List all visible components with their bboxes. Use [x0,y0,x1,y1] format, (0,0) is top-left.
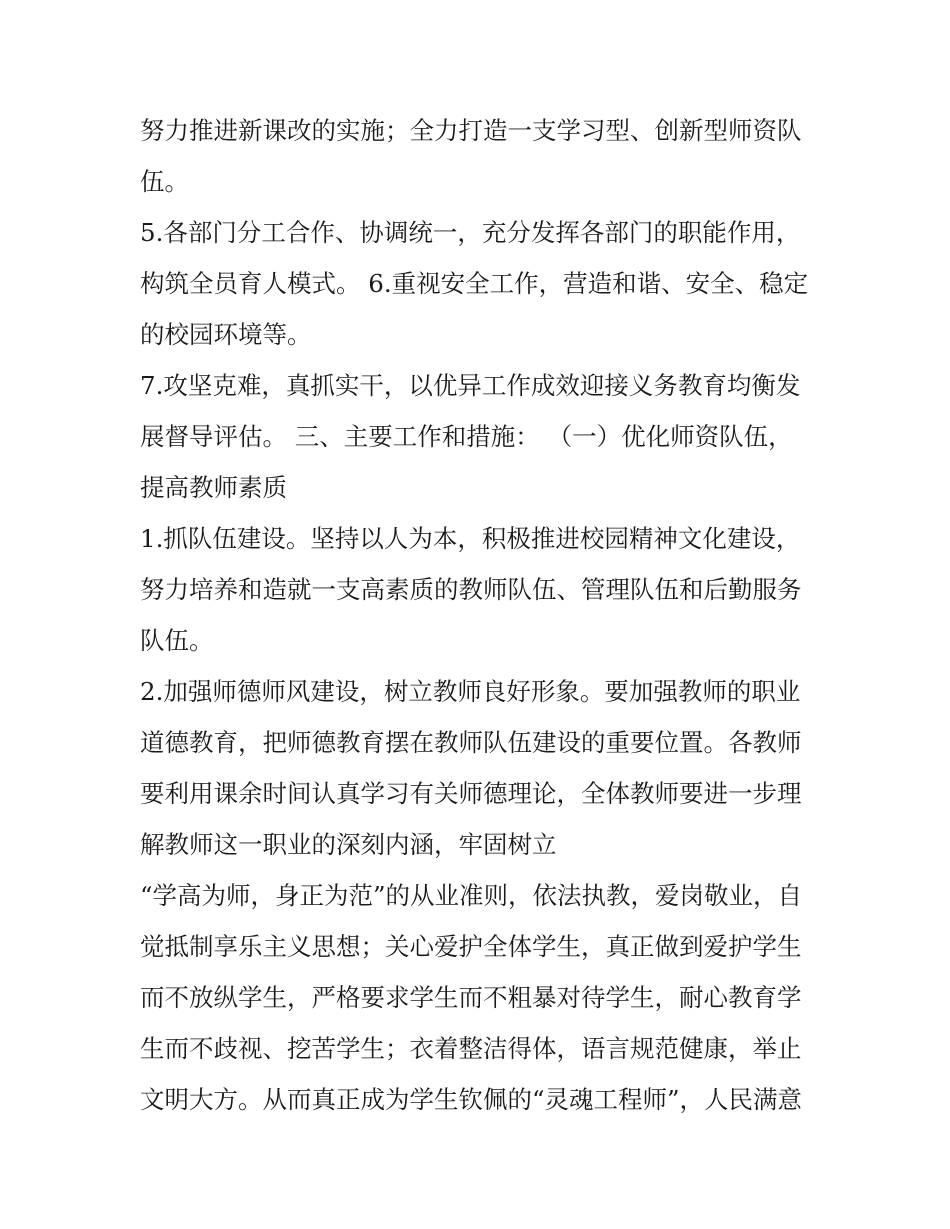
text-line: 道德教育，把师德教育摆在教师队伍建设的重要位置。各教师 [140,728,802,757]
text-line: 解教师这一职业的深刻内涵，牢固树立 [140,830,557,859]
text-line: 展督导评估。 三、主要工作和措施： （一）优化师资队伍， [140,422,793,451]
text-line: 文明大方。从而真正成为学生钦佩的“灵魂工程师”，人民满意 [140,1085,803,1114]
text-line: 的校园环境等。 [140,320,312,349]
text-line: 而不放纵学生，严格要求学生而不粗暴对待学生，耐心教育学 [140,983,802,1012]
text-line: 1.抓队伍建设。坚持以人为本，积极推进校园精神文化建设， [140,524,801,553]
text-line: 2.加强师德师风建设，树立教师良好形象。要加强教师的职业 [140,677,801,706]
text-line: 努力推进新课改的实施；全力打造一支学习型、创新型师资队 [140,116,802,145]
text-line: 5.各部门分工合作、协调统一，充分发挥各部门的职能作用， [140,218,801,247]
text-line: 队伍。 [140,626,214,655]
text-line: 构筑全员育人模式。 6.重视安全工作，营造和谐、安全、稳定 [140,269,809,298]
text-line: 要利用课余时间认真学习有关师德理论，全体教师要进一步理 [140,779,802,808]
body-text [140,105,830,1125]
text-line: 7.攻坚克难，真抓实干，以优异工作成效迎接义务教育均衡发 [140,371,801,400]
text-line: 觉抵制享乐主义思想；关心爱护全体学生，真正做到爱护学生 [140,932,802,961]
text-line: 生而不歧视、挖苦学生；衣着整洁得体，语言规范健康，举止 [140,1034,802,1063]
text-line: 伍。 [140,167,189,196]
text-line: 努力培养和造就一支高素质的教师队伍、管理队伍和后勤服务 [140,575,802,604]
text-line: 提高教师素质 [140,473,287,502]
text-line: “学高为师，身正为范”的从业准则，依法执教，爱岗敬业，自 [140,881,803,910]
